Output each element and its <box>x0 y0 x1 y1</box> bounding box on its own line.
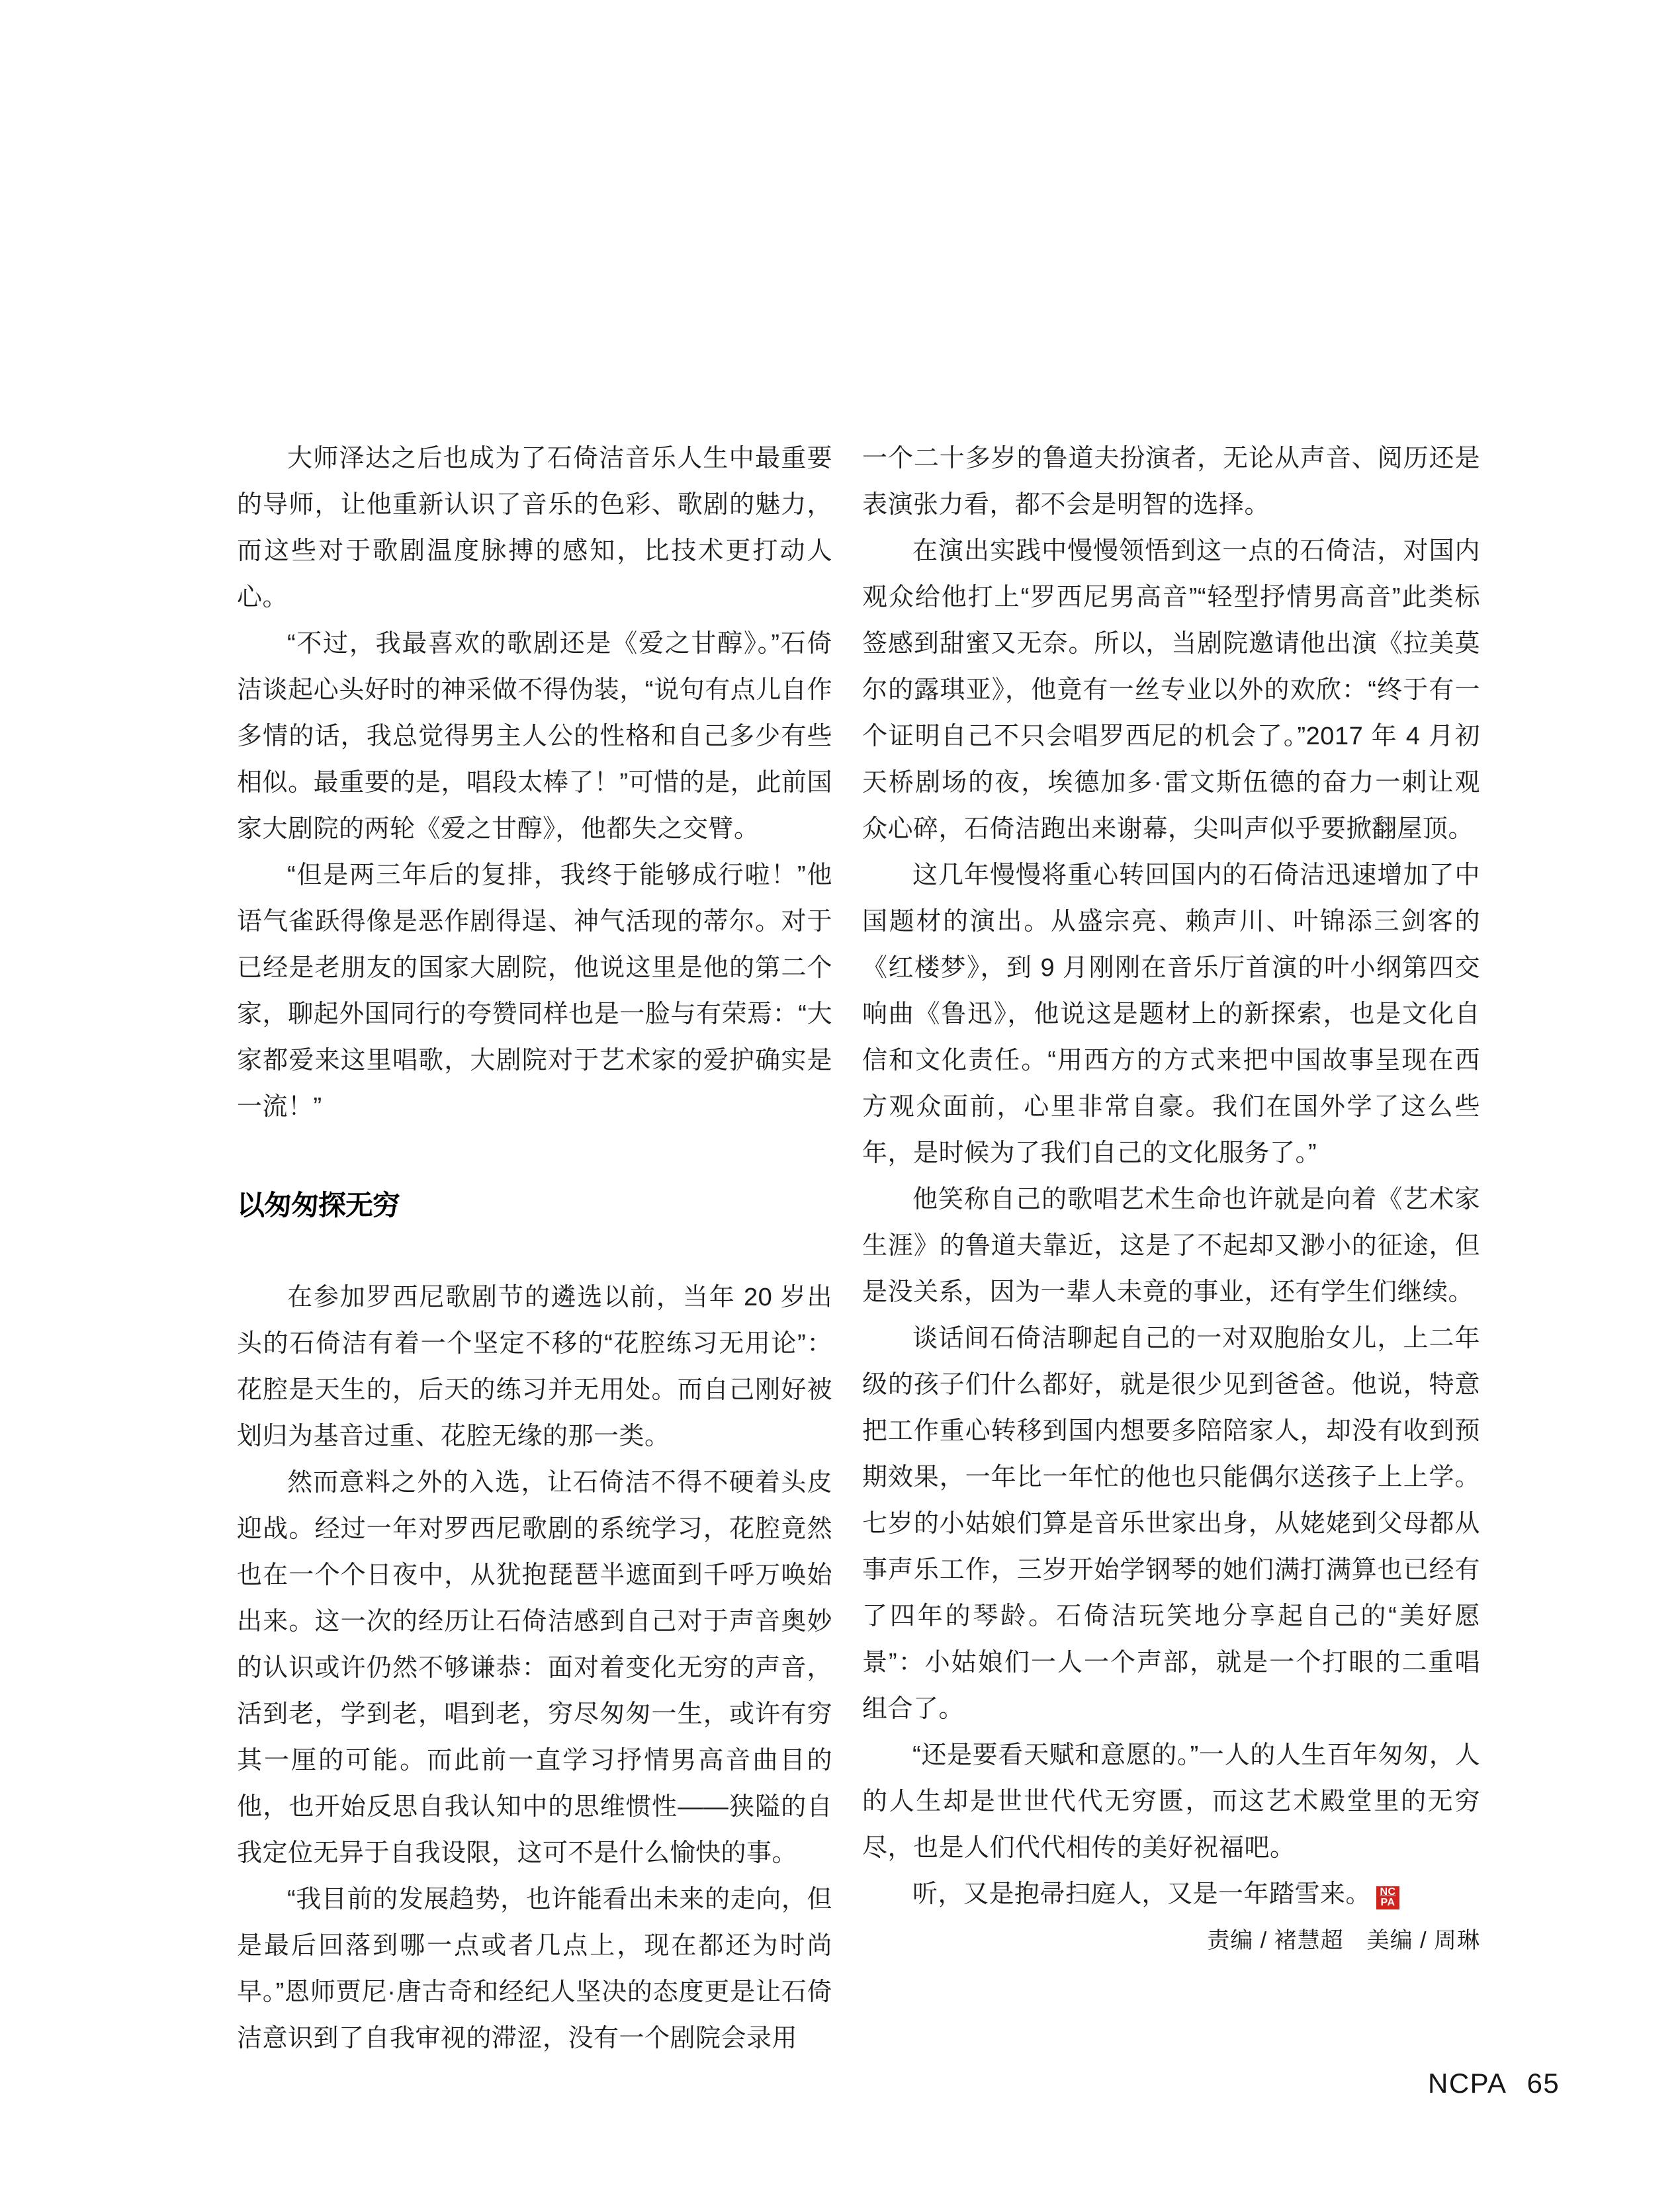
paragraph-continuation: 一个二十多岁的鲁道夫扮演者，无论从声音、阅历还是表演张力看，都不会是明智的选择。 <box>862 445 1480 519</box>
paragraph: “我目前的发展趋势，也许能看出未来的走向，但是最后回落到哪一点或者几点上，现在都还为时尚早。”恩师贾尼·唐古奇和经纪人坚决的态度更是让石倚洁意识到了自我审视的滞涩，没有一个剧院会录用 <box>237 1886 832 2052</box>
ncpa-logo-line2: PA <box>1380 1897 1395 1908</box>
left-text-column <box>237 435 832 2062</box>
page-number-value: 65 <box>1526 2068 1560 2099</box>
paragraph: 在参加罗西尼歌剧节的遴选以前，当年 20 岁出头的石倚洁有着一个坚定不移的“花腔练习无用论”：花腔是天生的，后天的练习并无用处。而自己刚好被划归为基音过重、花腔无缘的那一类。 <box>237 1284 832 1450</box>
paragraph: 然而意料之外的入选，让石倚洁不得不硬着头皮迎战。经过一年对罗西尼歌剧的系统学习，花腔竟然也在一个个日夜中，从犹抱琵琶半遮面到千呼万唤始出来。这一次的经历让石倚洁感到自己对于声音奥妙的认识或许仍然不够谦恭：面对着变化无穷的声音，活到老，学到老，唱到老，穷尽匆匆一生，或许有穷其一厘的可能。而此前一直学习抒情男高音曲目的他，也开始反思自我认知中的思维惯性——狭隘的自我定位无异于自我设限，这可不是什么愉快的事。 <box>237 1469 832 1867</box>
paragraph: 谈话间石倚洁聊起自己的一对双胞胎女儿，上二年级的孩子们什么都好，就是很少见到爸爸。他说，特意把工作重心转移到国内想要多陪陪家人，却没有收到预期效果，一年比一年忙的他也只能偶尔送孩子上上学。七岁的小姑娘们算是音乐世家出身，从姥姥到父母都从事声乐工作，三岁开始学钢琴的她们满打满算也已经有了四年的琴龄。石倚洁玩笑地分享起自己的“美好愿景”：小姑娘们一人一个声部，就是一个打眼的二重唱组合了。 <box>862 1325 1480 1723</box>
page-footer <box>1428 2068 1560 2099</box>
ncpa-logo-line1: NC <box>1380 1886 1396 1898</box>
section-heading: 以匆匆探无穷 <box>237 1190 400 1221</box>
paragraph: 大师泽达之后也成为了石倚洁音乐人生中最重要的导师，让他重新认识了音乐的色彩、歌剧的魅力，而这些对于歌剧温度脉搏的感知，比技术更打动人心。 <box>237 445 832 611</box>
paragraph: “还是要看天赋和意愿的。”一人的人生百年匆匆，人的人生却是世世代代无穷匮，而这艺术殿堂里的无穷尽，也是人们代代相传的美好祝福吧。 <box>862 1741 1480 1862</box>
paragraph: 在演出实践中慢慢领悟到这一点的石倚洁，对国内观众给他打上“罗西尼男高音”“轻型抒情男高音”此类标签感到甜蜜又无奈。所以，当剧院邀请他出演《拉美莫尔的露琪亚》，他竟有一丝专业以外的欢欣：“终于有一个证明自己不只会唱罗西尼的机会了。”2017 年 4 月初天桥剧场的夜，埃德加多·雷文斯伍德的奋力一刺让观众心碎，石倚洁跑出来谢幕，尖叫声似乎要掀翻屋顶。 <box>862 537 1480 843</box>
editor-credits: 责编 / 褚慧超 美编 / 周琳 <box>1207 1928 1480 1953</box>
paragraph: 他笑称自己的歌唱艺术生命也许就是向着《艺术家生涯》的鲁道夫靠近，这是了不起却又渺小的征途，但是没关系，因为一辈人未竟的事业，还有学生们继续。 <box>862 1186 1480 1306</box>
ncpa-logo-icon <box>1376 1886 1399 1909</box>
closing-paragraph <box>862 1871 1480 1917</box>
paragraph: 这几年慢慢将重心转回国内的石倚洁迅速增加了中国题材的演出。从盛宗亮、赖声川、叶锦添三剑客的《红楼梦》，到 9 月刚刚在音乐厅首演的叶小纲第四交响曲《鲁迅》，他说这是题材上的新探索，也是文化自信和文化责任。“用西方的方式来把中国故事呈现在西方观众面前，心里非常自豪。我们在国外学了这么些年，是时候为了我们自己的文化服务了。” <box>862 861 1480 1167</box>
right-text-column <box>862 435 1480 1964</box>
brand-label: NCPA <box>1428 2068 1507 2099</box>
paragraph: “但是两三年后的复排，我终于能够成行啦！”他语气雀跃得像是恶作剧得逞、神气活现的蒂尔。对于已经是老朋友的国家大剧院，他说这里是他的第二个家，聊起外国同行的夸赞同样也是一脸与有荣焉：“大家都爱来这里唱歌，大剧院对于艺术家的爱护确实是一流！” <box>237 861 832 1121</box>
closing-text: 听，又是抱帚扫庭人，又是一年踏雪来。 <box>912 1880 1372 1908</box>
paragraph: “不过，我最喜欢的歌剧还是《爱之甘醇》。”石倚洁谈起心头好时的神采做不得伪装，“说句有点儿自作多情的话，我总觉得男主人公的性格和自己多少有些相似。最重要的是，唱段太棒了！”可惜的是，此前国家大剧院的两轮《爱之甘醇》，他都失之交臂。 <box>237 630 832 843</box>
